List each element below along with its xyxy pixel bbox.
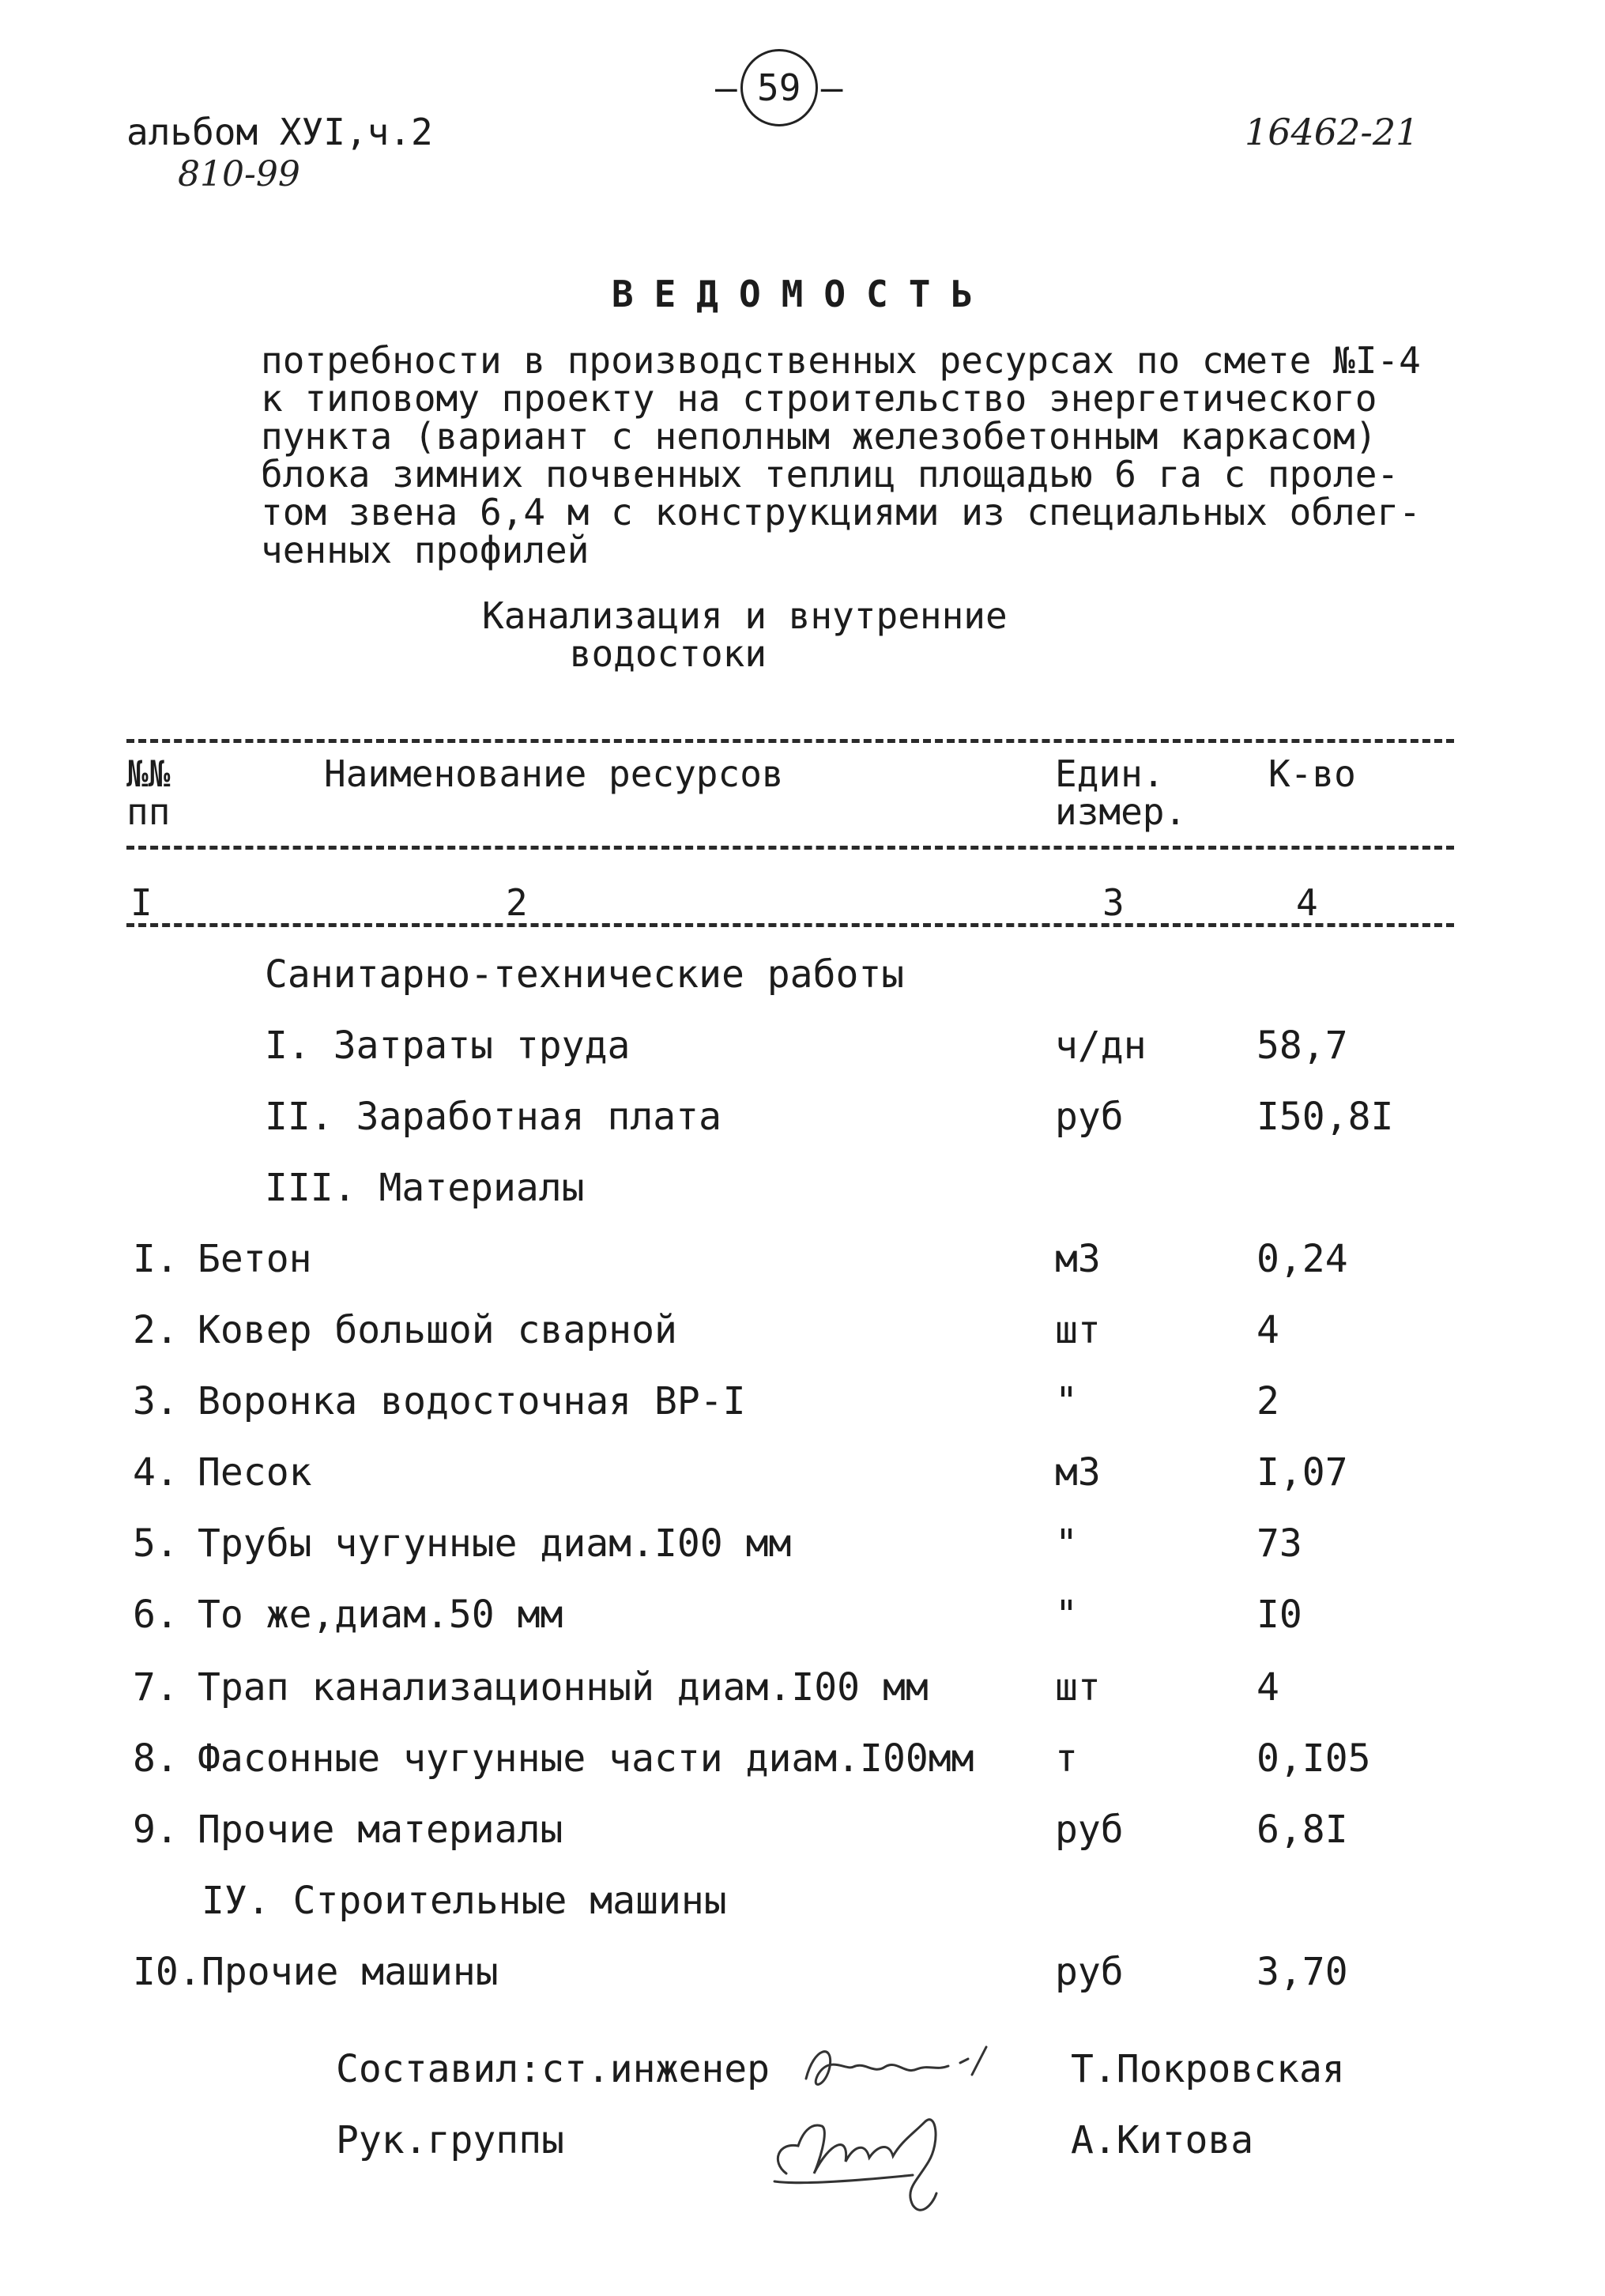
- row-qty: 4: [1256, 1665, 1279, 1710]
- group-head-name: А.Китова: [1071, 2118, 1254, 2162]
- col-number-3: 3: [1102, 881, 1125, 924]
- row-name: Воронка водосточная ВР-I: [198, 1379, 746, 1423]
- col-number-1: I: [130, 881, 153, 924]
- row-num: 2.: [133, 1308, 179, 1352]
- row-name: IУ. Строительные машины: [202, 1879, 727, 1923]
- table-row: [0, 1024, 1605, 1071]
- table-row: [0, 1808, 1605, 1855]
- row-num: 5.: [133, 1521, 179, 1566]
- row-num: 9.: [133, 1808, 179, 1852]
- row-qty: I50,8I: [1256, 1095, 1394, 1139]
- row-num: I0.: [133, 1950, 202, 1994]
- table-row: [0, 1308, 1605, 1355]
- row-name: Трубы чугунные диам.I00 мм: [198, 1521, 792, 1566]
- row-unit: м3: [1055, 1450, 1101, 1495]
- row-unit: руб: [1055, 1808, 1124, 1852]
- row-name: Прочие материалы: [198, 1808, 563, 1852]
- album-label: альбом ХУI,ч.2: [126, 111, 433, 153]
- table-row: [0, 1521, 1605, 1569]
- table-top-rule: [126, 739, 1454, 743]
- row-unit: м3: [1055, 1237, 1101, 1281]
- row-num: 4.: [133, 1450, 179, 1495]
- row-name: То же,диам.50 мм: [198, 1593, 563, 1637]
- table-row: [0, 1379, 1605, 1427]
- row-name: I. Затраты труда: [265, 1024, 631, 1068]
- row-name: Бетон: [198, 1237, 312, 1281]
- row-unit: т: [1055, 1736, 1078, 1781]
- header-qty: К-во: [1268, 752, 1356, 795]
- table-row: [0, 1166, 1605, 1213]
- row-unit: шт: [1055, 1665, 1101, 1710]
- table-row: [0, 952, 1605, 1000]
- row-num: 3.: [133, 1379, 179, 1423]
- col-number-rule: [126, 923, 1454, 927]
- row-name: II. Заработная плата: [265, 1095, 721, 1139]
- col-number-2: 2: [506, 881, 528, 924]
- row-name: Санитарно-технические работы: [265, 952, 905, 997]
- row-qty: 0,I05: [1256, 1736, 1371, 1781]
- row-qty: 0,24: [1256, 1237, 1348, 1281]
- section-title: Канализация и внутренние водостоки: [482, 594, 1008, 675]
- row-qty: 6,8I: [1256, 1808, 1348, 1852]
- row-qty: 73: [1256, 1521, 1302, 1566]
- album-handwritten-number: 810-99: [178, 154, 300, 194]
- table-header-rule: [126, 846, 1454, 850]
- row-unit: руб: [1055, 1095, 1124, 1139]
- intro-text: потребности в производственных ресурсах по смете №I-4 к типовому проекту на строительство энергетического пункта (вариант с неполным железобетонным каркасом) блока зимних почвенных теплиц площадью 6 га с проле- том звена 6,4 м с конструкциями из специальных облег- ченных профилей: [261, 339, 1421, 571]
- compiled-by-label: Составил:ст.инженер: [336, 2047, 770, 2091]
- row-name: Песок: [198, 1450, 312, 1495]
- table-row: [0, 1879, 1605, 1926]
- row-qty: 4: [1256, 1308, 1279, 1352]
- row-unit: ": [1055, 1521, 1078, 1566]
- row-num: 8.: [133, 1736, 179, 1781]
- row-unit: шт: [1055, 1308, 1101, 1352]
- row-num: I.: [133, 1237, 179, 1281]
- row-qty: 58,7: [1256, 1024, 1348, 1068]
- row-name: Прочие машины: [202, 1950, 499, 1994]
- table-row: [0, 1450, 1605, 1498]
- group-head-label: Рук.группы: [336, 2118, 564, 2162]
- table-row: [0, 1095, 1605, 1142]
- row-qty: I,07: [1256, 1450, 1348, 1495]
- row-name: Трап канализационный диам.I00 мм: [198, 1665, 929, 1710]
- header-num: №№ пп: [126, 752, 171, 833]
- document-title: ВЕДОМОСТЬ: [611, 273, 994, 315]
- row-unit: ч/дн: [1055, 1024, 1147, 1068]
- document-code: 16462-21: [1245, 111, 1419, 153]
- row-unit: ": [1055, 1593, 1078, 1637]
- table-row: [0, 1593, 1605, 1640]
- row-name: III. Материалы: [265, 1166, 585, 1210]
- row-name: Фасонные чугунные части диам.I00мм: [198, 1736, 974, 1781]
- row-unit: ": [1055, 1379, 1078, 1423]
- page-number: – 59 –: [715, 49, 842, 126]
- row-num: 7.: [133, 1665, 179, 1710]
- row-qty: 2: [1256, 1379, 1279, 1423]
- table-row: [0, 1950, 1605, 1997]
- table-row: [0, 1665, 1605, 1713]
- col-number-4: 4: [1296, 881, 1318, 924]
- header-unit: Един. измер.: [1055, 752, 1187, 833]
- row-qty: 3,70: [1256, 1950, 1348, 1994]
- compiled-by-name: Т.Покровская: [1071, 2047, 1345, 2091]
- group-head-signature: [755, 2087, 984, 2221]
- table-row: [0, 1237, 1605, 1284]
- row-num: 6.: [133, 1593, 179, 1637]
- row-name: Ковер большой сварной: [198, 1308, 677, 1352]
- row-qty: I0: [1256, 1593, 1302, 1637]
- header-name: Наименование ресурсов: [324, 752, 784, 795]
- row-unit: руб: [1055, 1950, 1124, 1994]
- table-row: [0, 1736, 1605, 1784]
